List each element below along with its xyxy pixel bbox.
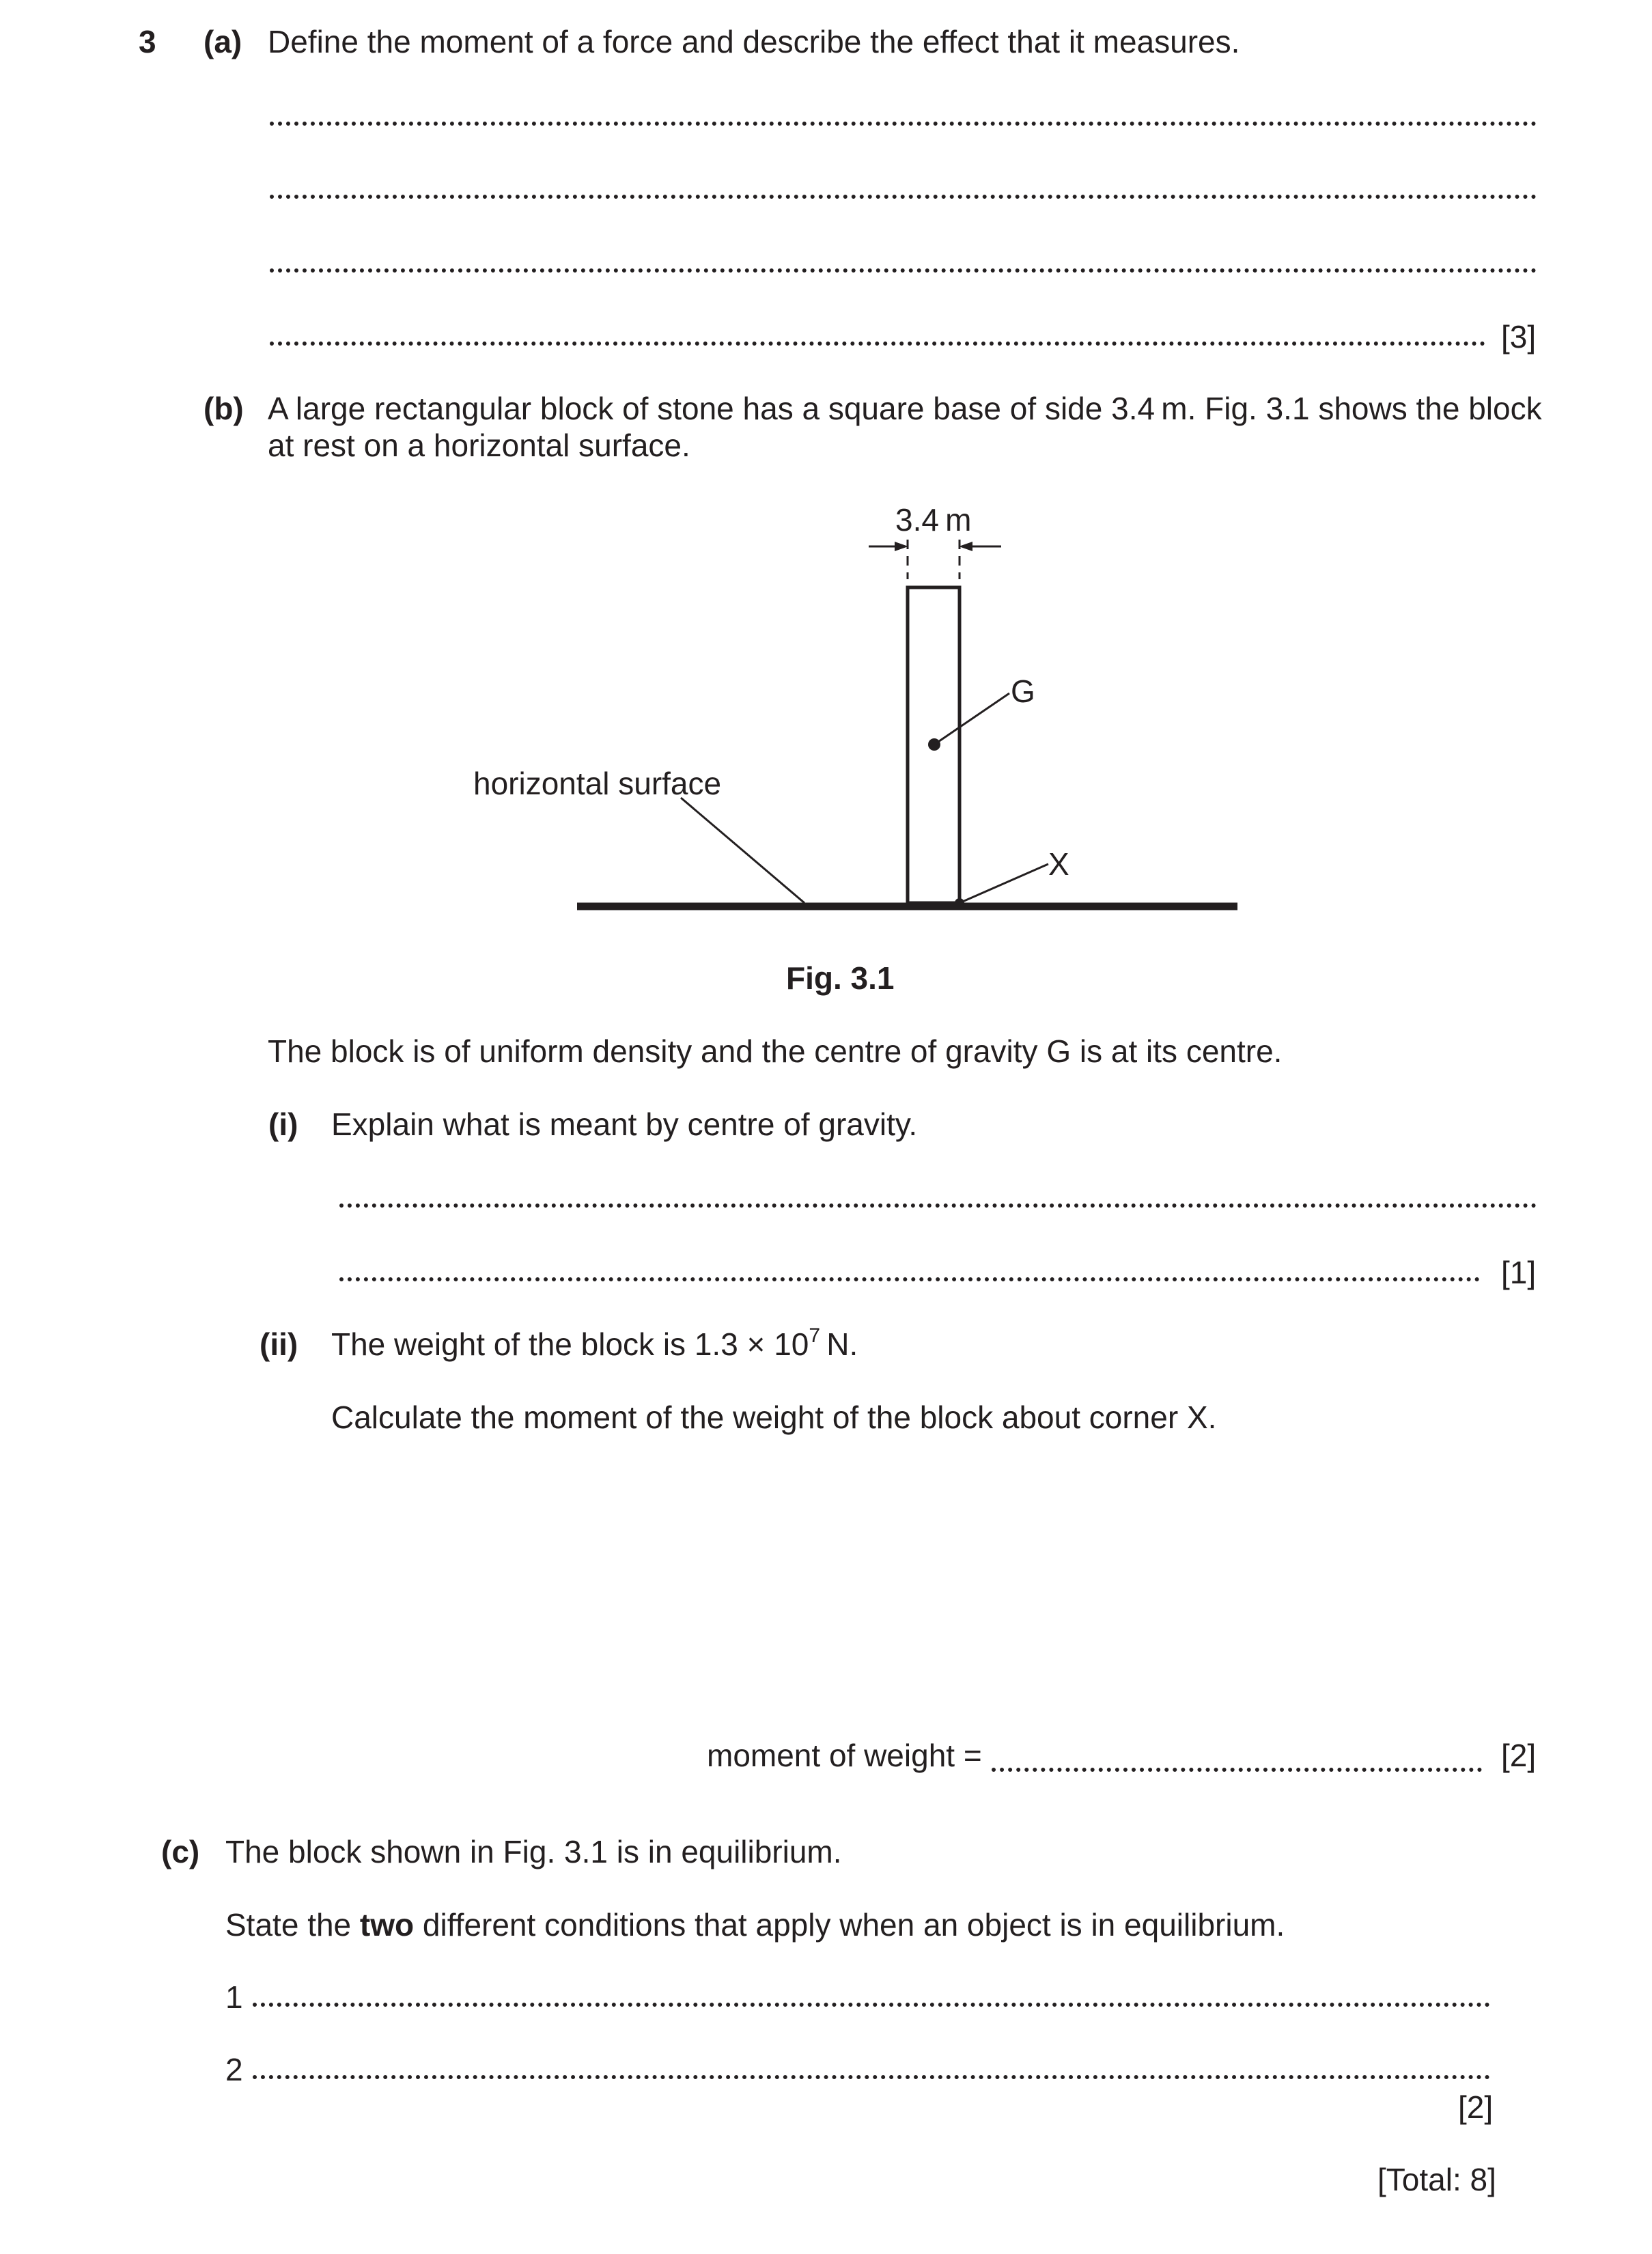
- figure-label-g: G: [1011, 673, 1035, 709]
- answer-line-c1[interactable]: [253, 2003, 1490, 2007]
- dimension-arrowhead-left: [895, 542, 908, 551]
- figure-block-diagram: [0, 0, 1652, 990]
- figure-caption: Fig. 3.1: [786, 960, 895, 996]
- part-c-text: The block shown in Fig. 3.1 is in equilibrium.: [225, 1834, 842, 1869]
- sub-i-text: Explain what is meant by centre of gravity.: [331, 1107, 918, 1142]
- label-surface-leader: [681, 798, 804, 903]
- part-a-label: (a): [204, 24, 242, 59]
- part-b-text-line2: at rest on a horizontal surface.: [268, 428, 690, 463]
- label-g-leader: [934, 693, 1009, 745]
- label-x-leader: [960, 864, 1048, 903]
- sub-ii-text-after: N.: [820, 1326, 858, 1362]
- part-b-text-line1: A large rectangular block of stone has a square base of side 3.4 m. Fig. 3.1 shows the block: [268, 391, 1542, 426]
- part-a-text: Define the moment of a force and describe the effect that it measures.: [268, 24, 1240, 59]
- part-c-instruction-after: different conditions that apply when an object is in equilibrium.: [414, 1907, 1285, 1943]
- question-number: 3: [139, 24, 156, 59]
- moment-answer-line[interactable]: [992, 1768, 1482, 1772]
- sub-ii-instruction: Calculate the moment of the weight of the block about corner X.: [331, 1400, 1217, 1435]
- sub-ii-exponent: 7: [809, 1324, 821, 1347]
- part-a-mark: [3]: [1501, 319, 1537, 354]
- sub-i-mark: [1]: [1501, 1255, 1537, 1290]
- sub-ii-text: [331, 1326, 858, 1363]
- sub-ii-mark: [2]: [1501, 1738, 1537, 1773]
- part-c-instruction-before: State the: [225, 1907, 360, 1943]
- figure-label-surface: horizontal surface: [473, 766, 722, 801]
- moment-answer-label: moment of weight =: [707, 1738, 982, 1773]
- dimension-arrowhead-right: [959, 542, 972, 551]
- part-c-mark: [2]: [1458, 2089, 1494, 2125]
- answer-line-c2[interactable]: [253, 2075, 1490, 2079]
- part-b-statement: The block is of uniform density and the centre of gravity G is at its centre.: [268, 1033, 1283, 1069]
- sub-ii-label: (ii): [260, 1326, 298, 1362]
- condition-item-1: 1: [225, 1979, 243, 2015]
- sub-ii-text-before: The weight of the block is 1.3 × 10: [331, 1326, 809, 1362]
- figure-width-label: 3.4 m: [895, 502, 972, 538]
- sub-i-label: (i): [268, 1107, 298, 1142]
- question-total: [Total: 8]: [1377, 2162, 1496, 2197]
- part-c-instruction-bold: two: [359, 1907, 415, 1943]
- part-c-instruction: [225, 1906, 1285, 1943]
- part-c-label: (c): [161, 1834, 200, 1869]
- figure-label-x: X: [1048, 846, 1069, 882]
- answer-line-i2[interactable]: [339, 1277, 1480, 1281]
- part-b-label: (b): [204, 391, 244, 426]
- answer-line-i1[interactable]: [339, 1203, 1537, 1208]
- condition-item-2: 2: [225, 2052, 243, 2087]
